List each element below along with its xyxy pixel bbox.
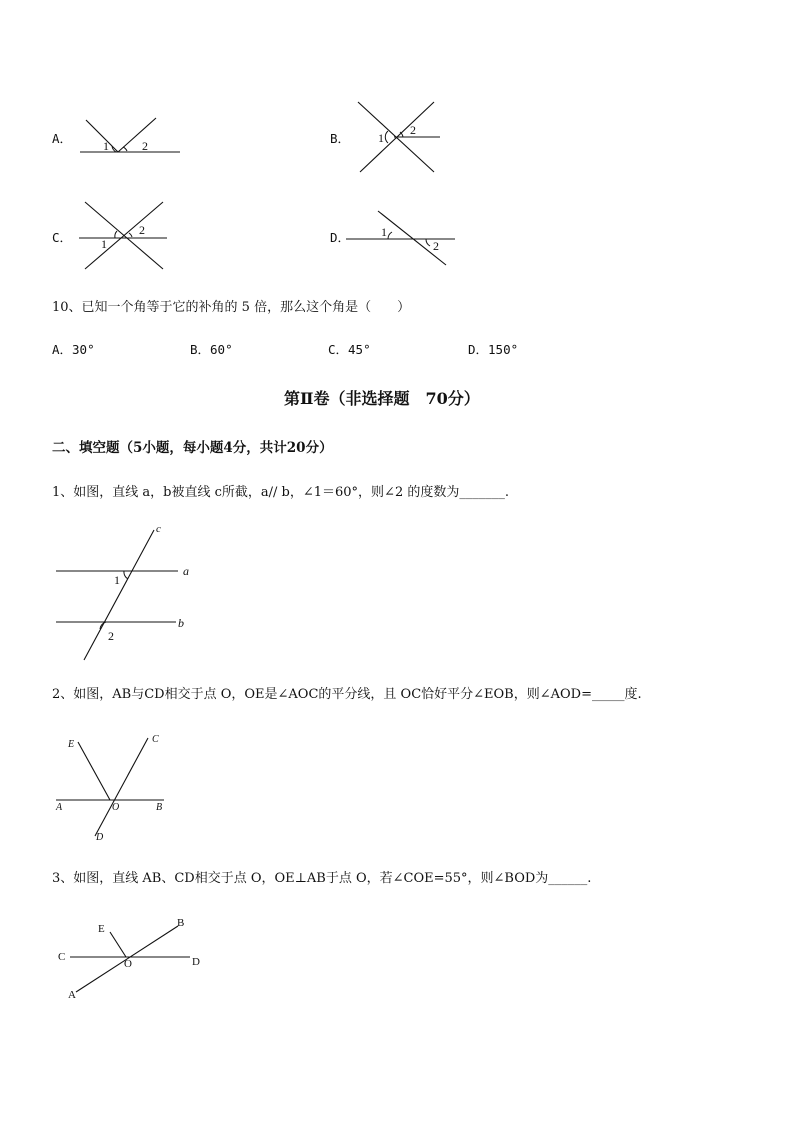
option-a-angle2: 2 bbox=[142, 139, 148, 153]
q3-figure bbox=[52, 912, 212, 1007]
question-10-text: 10、已知一个角等于它的补角的 5 倍，那么这个角是（ ） bbox=[52, 300, 411, 315]
q1-label-1: 1 bbox=[114, 573, 120, 587]
question-2-text: 2、如图，AB与CD相交于点 O，OE是∠AOC的平分线，且 OC恰好平分∠EOB，则∠AOD=_____度. bbox=[52, 687, 642, 702]
option-a-label: A． bbox=[52, 131, 73, 146]
q3-label-c: C bbox=[58, 951, 66, 963]
q2-label-d: D bbox=[96, 832, 104, 843]
q3-label-d: D bbox=[192, 956, 200, 968]
question-3-text: 3、如图，直线 AB、CD相交于点 O，OE⊥AB于点 O，若∠COE=55°，则∠BOD为______. bbox=[52, 871, 592, 886]
question-1-text: 1、如图，直线 a，b被直线 c所截，a// b，∠1＝60°，则∠2 的度数为_______. bbox=[52, 485, 509, 500]
q2-label-o: O bbox=[112, 802, 120, 813]
option-d-label: D． bbox=[330, 230, 351, 245]
option-a-figure bbox=[70, 110, 190, 160]
option-d-angle2: 2 bbox=[433, 239, 439, 253]
option-b-label: B． bbox=[330, 131, 351, 146]
option-b-angle1: 1 bbox=[378, 131, 384, 145]
option-c-figure bbox=[75, 198, 175, 273]
option-c-angle2: 2 bbox=[139, 223, 145, 237]
option-d-figure bbox=[340, 205, 460, 270]
q1-label-2: 2 bbox=[108, 629, 114, 643]
option-a-angle1: 1 bbox=[103, 139, 109, 153]
q3-label-e: E bbox=[98, 923, 105, 935]
q10-option-d: D．150° bbox=[468, 342, 519, 357]
q1-label-a: a bbox=[183, 564, 189, 578]
q3-label-o: O bbox=[124, 958, 132, 970]
q10-option-a: A．30° bbox=[52, 342, 95, 357]
option-c-angle1: 1 bbox=[101, 237, 107, 251]
q3-label-b: B bbox=[177, 917, 185, 929]
q1-label-b: b bbox=[178, 616, 184, 630]
q2-label-a: A bbox=[56, 802, 63, 813]
q2-label-e: E bbox=[68, 739, 75, 750]
option-c-label: C． bbox=[52, 230, 73, 245]
q2-figure bbox=[50, 728, 180, 846]
q1-label-c: c bbox=[156, 523, 161, 535]
option-b-angle2: 2 bbox=[410, 123, 416, 137]
section2-title: 二、填空题（5小题，每小题4分，共计20分） bbox=[52, 440, 333, 456]
q2-label-c: C bbox=[152, 734, 159, 745]
option-d-angle1: 1 bbox=[381, 225, 387, 239]
option-b-figure bbox=[350, 98, 450, 178]
q10-option-c: C．45° bbox=[328, 342, 371, 357]
q3-label-a: A bbox=[68, 989, 76, 1001]
part2-title: 第Ⅱ卷（非选择题 70分） bbox=[284, 389, 480, 408]
q1-figure bbox=[50, 518, 200, 666]
q10-option-b: B．60° bbox=[190, 342, 233, 357]
q2-label-b: B bbox=[156, 802, 163, 813]
